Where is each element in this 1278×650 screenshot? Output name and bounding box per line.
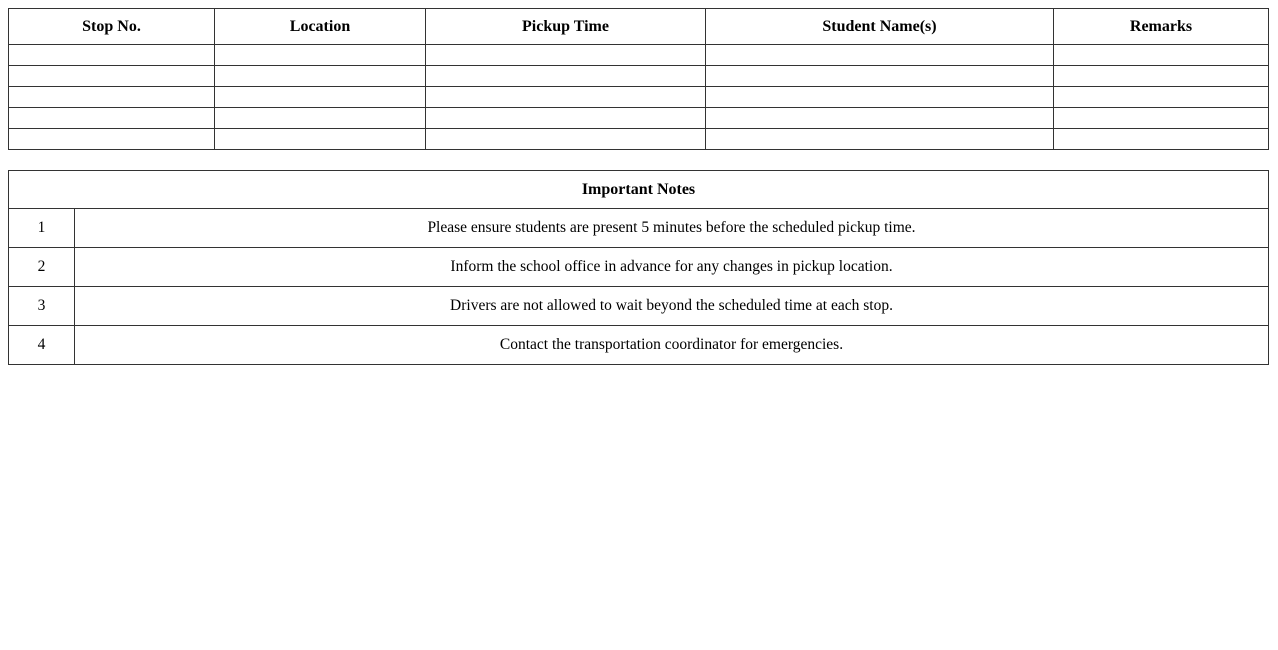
notes-title-row [9, 171, 1269, 209]
empty-cell [1054, 129, 1269, 150]
empty-cell [1054, 87, 1269, 108]
table-row [9, 129, 1269, 150]
pickup-schedule-body [9, 45, 1269, 150]
empty-cell [9, 129, 215, 150]
empty-cell [9, 45, 215, 66]
empty-cell [426, 129, 706, 150]
pickup-schedule-header [9, 9, 1269, 45]
empty-cell [426, 108, 706, 129]
note-number: 4 [9, 326, 75, 365]
notes-title: Important Notes [9, 171, 1269, 209]
note-text: Please ensure students are present 5 minutes before the scheduled pickup time. [75, 209, 1269, 248]
table-row [9, 108, 1269, 129]
important-notes-body [9, 171, 1269, 365]
column-header-student-names: Student Name(s) [706, 9, 1054, 45]
empty-cell [1054, 66, 1269, 87]
note-number: 2 [9, 248, 75, 287]
pickup-schedule-table [8, 8, 1269, 150]
column-header-location: Location [215, 9, 426, 45]
note-text: Contact the transportation coordinator for emergencies. [75, 326, 1269, 365]
empty-cell [215, 108, 426, 129]
note-row [9, 248, 1269, 287]
empty-cell [706, 108, 1054, 129]
empty-cell [215, 129, 426, 150]
empty-cell [215, 66, 426, 87]
empty-cell [706, 45, 1054, 66]
empty-cell [9, 108, 215, 129]
note-row [9, 287, 1269, 326]
empty-cell [426, 87, 706, 108]
header-row [9, 9, 1269, 45]
note-number: 1 [9, 209, 75, 248]
empty-cell [426, 45, 706, 66]
column-header-pickup-time: Pickup Time [426, 9, 706, 45]
empty-cell [9, 87, 215, 108]
empty-cell [9, 66, 215, 87]
empty-cell [1054, 108, 1269, 129]
empty-cell [1054, 45, 1269, 66]
note-row [9, 326, 1269, 365]
table-row [9, 45, 1269, 66]
empty-cell [706, 66, 1054, 87]
column-header-remarks: Remarks [1054, 9, 1269, 45]
empty-cell [706, 129, 1054, 150]
note-text: Drivers are not allowed to wait beyond the scheduled time at each stop. [75, 287, 1269, 326]
empty-cell [215, 87, 426, 108]
note-number: 3 [9, 287, 75, 326]
empty-cell [706, 87, 1054, 108]
note-row [9, 209, 1269, 248]
table-row [9, 66, 1269, 87]
empty-cell [215, 45, 426, 66]
important-notes-table [8, 170, 1269, 365]
empty-cell [426, 66, 706, 87]
table-row [9, 87, 1269, 108]
column-header-stop-no: Stop No. [9, 9, 215, 45]
note-text: Inform the school office in advance for any changes in pickup location. [75, 248, 1269, 287]
